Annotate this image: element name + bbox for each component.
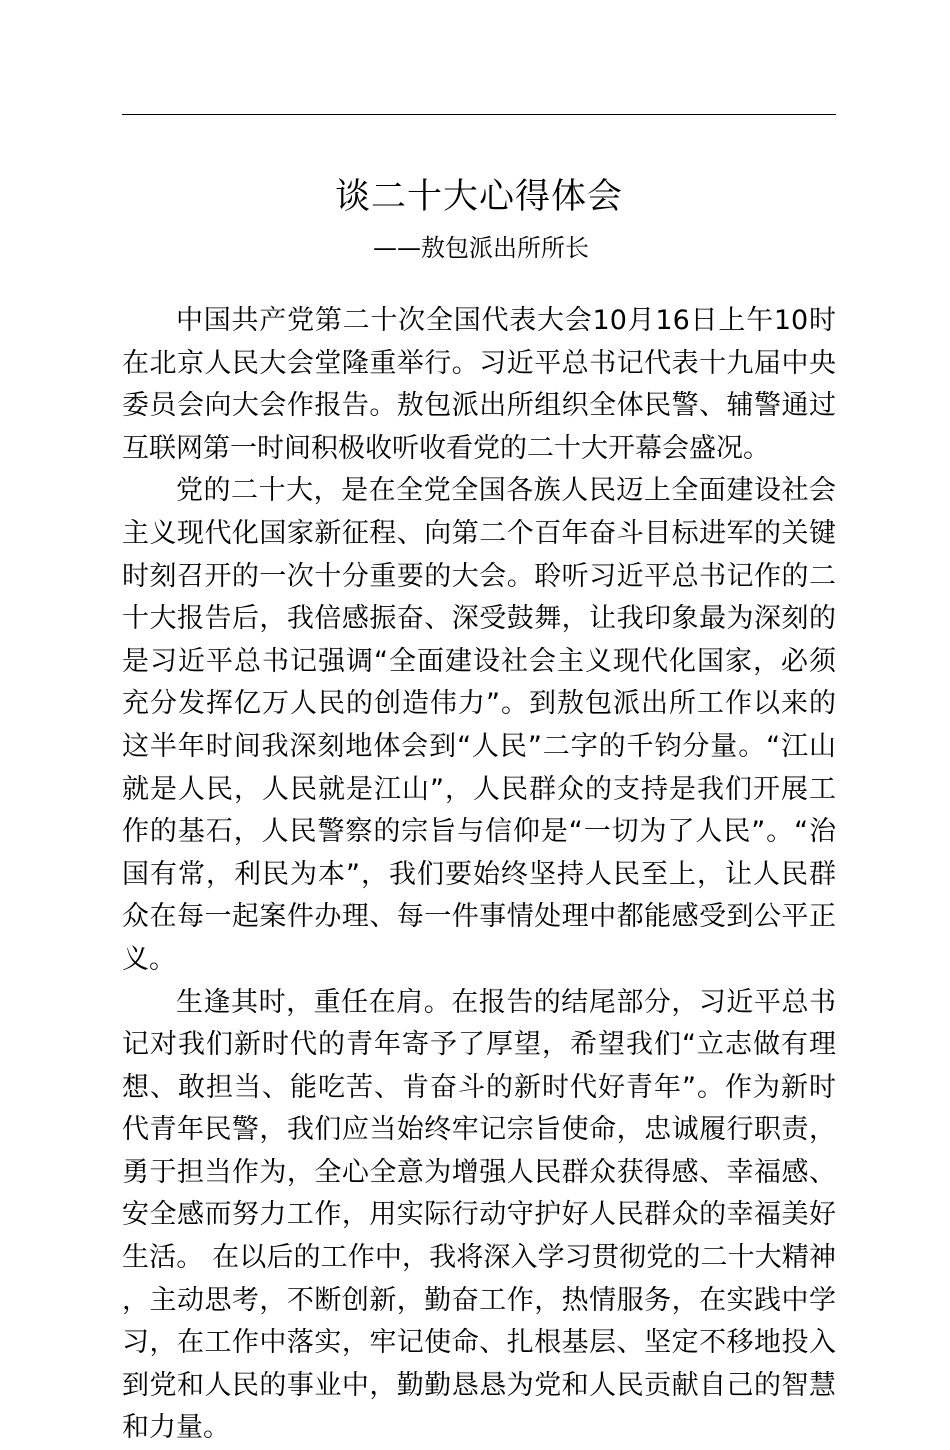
- document-body: [122, 300, 836, 1450]
- paragraph-1: 中国共产党第二十次全国代表大会10月16日上午10时在北京人民大会堂隆重举行。习近平总书记代表十九届中央委员会向大会作报告。敖包派出所组织全体民警、辅警通过互联网第一时间积极收听收看党的二十大开幕会盛况。: [122, 300, 836, 470]
- paragraph-3: 生逢其时，重任在肩。在报告的结尾部分，习近平总书记对我们新时代的青年寄予了厚望，希望我们“立志做有理想、敢担当、能吃苦、肯奋斗的新时代好青年”。作为新时代青年民警，我们应当始终牢记宗旨使命，忠诚履行职责，勇于担当作为，全心全意为增强人民群众获得感、幸福感、安全感而努力工作，用实际行动守护好人民群众的幸福美好生活。 在以后的工作中，我将深入学习贯彻党的二十大精神，主动思考，不断创新，勤奋工作，热情服务，在实践中学习，在工作中落实，牢记使命、扎根基层、坚定不移地投入到党和人民的事业中，勤勤恳恳为党和人民贡献自己的智慧和力量。: [122, 982, 836, 1450]
- document-subtitle: ——敖包派出所所长: [122, 228, 836, 268]
- paragraph-2: 党的二十大，是在全党全国各族人民迈上全面建设社会主义现代化国家新征程、向第二个百年奋斗目标进军的关键时刻召开的一次十分重要的大会。聆听习近平总书记作的二十大报告后，我倍感振奋、深受鼓舞，让我印象最为深刻的是习近平总书记强调“全面建设社会主义现代化国家，必须充分发挥亿万人民的创造伟力”。到敖包派出所工作以来的这半年时间我深刻地体会到“人民”二字的千钧分量。“江山就是人民，人民就是江山”，人民群众的支持是我们开展工作的基石，人民警察的宗旨与信仰是“一切为了人民”。“治国有常，利民为本”，我们要始终坚持人民至上，让人民群众在每一起案件办理、每一件事情处理中都能感受到公平正义。: [122, 470, 836, 981]
- document-title: 谈二十大心得体会: [122, 172, 836, 222]
- header-rule: [122, 114, 836, 115]
